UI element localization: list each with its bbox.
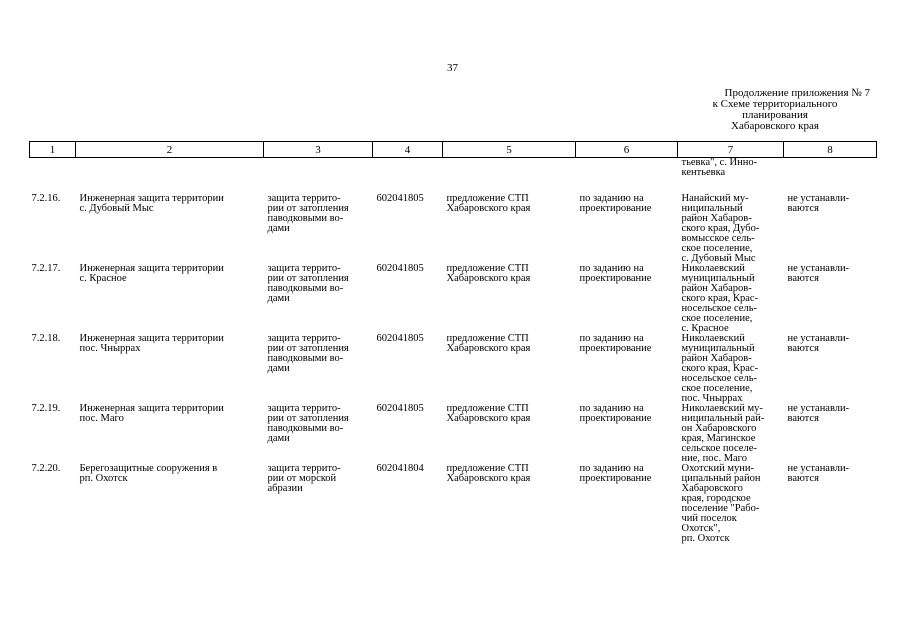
cell-line: рии от затопления (267, 273, 349, 284)
cell-line: проектирование (579, 343, 652, 354)
location-cell (678, 264, 784, 334)
cell-line: с. Дубовый Мыс (79, 203, 154, 214)
zone-cell (784, 194, 877, 264)
cell-line: предложение СТП (446, 193, 529, 204)
cell-line: поселение "Рабо- (681, 503, 760, 514)
cell-line: предложение СТП (446, 403, 529, 414)
appendix-heading-line: планирования (742, 109, 808, 121)
location-cell (678, 194, 784, 264)
cell-line: рии от морской (267, 473, 337, 484)
stage-cell (576, 464, 678, 544)
cell-line: ваются (787, 273, 819, 284)
cell-line: по заданию на (579, 193, 644, 204)
table-row (30, 464, 877, 544)
purpose-cell (264, 264, 373, 334)
cell-line: Хабаровского края (446, 473, 531, 484)
zone-cell (784, 334, 877, 404)
table-row (30, 194, 877, 264)
cell-line: сельское поселе- (681, 443, 757, 454)
cell-line: вомысское сель- (681, 233, 755, 244)
cell-line: муниципальный (681, 343, 755, 354)
appendix-heading-line: Продолжение приложения № 7 (724, 87, 870, 99)
location-cell (678, 334, 784, 404)
cell-line: Инженерная защита территории (79, 263, 224, 274)
cell-line: дами (267, 223, 290, 234)
cell-line: рии от затопления (267, 343, 349, 354)
cell-line: чий поселок (681, 513, 737, 524)
row-number-cell: 7.2.18. (31, 333, 61, 344)
table-row (30, 264, 877, 334)
zone-cell (784, 264, 877, 334)
cell-line: проектирование (579, 203, 652, 214)
column-header: 7 (678, 142, 784, 158)
table-row (30, 404, 877, 464)
carryover-row (30, 158, 877, 195)
cell-line: Хабаровского края (446, 203, 531, 214)
row-number-cell: 7.2.20. (31, 463, 61, 474)
cell-line: с. Красное (681, 323, 729, 334)
cell-line: не устанавли- (787, 403, 850, 414)
cell-line: ваются (787, 473, 819, 484)
stage-cell (576, 404, 678, 464)
column-header: 4 (373, 142, 443, 158)
row-number-cell: 7.2.16. (31, 193, 61, 204)
cell-line: Хабаровского края (446, 273, 531, 284)
cell-line: защита террито- (267, 193, 341, 204)
cell-line: предложение СТП (446, 463, 529, 474)
cell-line: по заданию на (579, 333, 644, 344)
cell-line: ское поселение, (681, 243, 753, 254)
cell-line: ского края, Крас- (681, 293, 759, 304)
type-code-cell: 602041805 (376, 263, 424, 274)
cell-line: с. Дубовый Мыс (681, 253, 756, 264)
cell-line: паводковыми во- (267, 423, 344, 434)
column-header: 2 (76, 142, 264, 158)
cell-line: паводковыми во- (267, 283, 344, 294)
purpose-cell (264, 334, 373, 404)
cell-line: абразии (267, 483, 303, 494)
cell-line: Хабаровского края (446, 343, 531, 354)
cell-line: район Хабаров- (681, 283, 752, 294)
appendix-heading-line: к Схеме территориального (712, 98, 838, 110)
cell-line: пос. Маго (79, 413, 124, 424)
cell-line: район Хабаров- (681, 213, 752, 224)
type-code-cell: 602041804 (376, 463, 424, 474)
cell-line: по заданию на (579, 463, 644, 474)
cell-line: Нанайский му- (681, 193, 749, 204)
cell-line: носельское сель- (681, 373, 757, 384)
cell-line: не устанавли- (787, 263, 850, 274)
cell-line: Николаевский му- (681, 403, 763, 414)
table-row (30, 334, 877, 404)
column-header: 8 (784, 142, 877, 158)
cell-line: проектирование (579, 413, 652, 424)
row-number-cell: 7.2.19. (31, 403, 61, 414)
cell-line: края, Магинское (681, 433, 756, 444)
cell-line: ское поселение, (681, 383, 753, 394)
cell-line: Берегозащитные сооружения в (79, 463, 218, 474)
cell-line: защита террито- (267, 263, 341, 274)
cell-line: ваются (787, 343, 819, 354)
cell-line: паводковыми во- (267, 353, 344, 364)
cell-line: ского края, Крас- (681, 363, 759, 374)
cell-line: Николаевский (681, 263, 745, 274)
cell-line: рп. Охотск (681, 533, 730, 544)
basis-cell (443, 464, 576, 544)
row-number-cell: 7.2.17. (31, 263, 61, 274)
cell-line: паводковыми во- (267, 213, 344, 224)
cell-line: ципальный район (681, 473, 761, 484)
location-cell (678, 464, 784, 544)
stage-cell (576, 334, 678, 404)
cell-line: муниципальный (681, 273, 755, 284)
cell-line: ваются (787, 203, 819, 214)
cell-line: ниципальный (681, 203, 743, 214)
stage-cell (576, 194, 678, 264)
appendix-heading (680, 88, 870, 132)
objects-table (29, 141, 877, 544)
cell-line: район Хабаров- (681, 353, 752, 364)
cell-line: проектирование (579, 273, 652, 284)
cell-line: Хабаровского края (446, 413, 531, 424)
cell-line: пос. Чныррах (681, 393, 743, 404)
cell-line: не устанавли- (787, 333, 850, 344)
purpose-cell (264, 194, 373, 264)
object-name-cell (76, 334, 264, 404)
cell-line: защита террито- (267, 463, 341, 474)
cell-line: Инженерная защита территории (79, 333, 224, 344)
appendix-heading-line: Хабаровского края (731, 120, 819, 132)
cell-line: Инженерная защита территории (79, 403, 224, 414)
basis-cell (443, 264, 576, 334)
cell-line: он Хабаровского (681, 423, 757, 434)
cell-line: предложение СТП (446, 333, 529, 344)
cell-line: Охотск", (681, 523, 721, 534)
column-header: 6 (576, 142, 678, 158)
cell-line: по заданию на (579, 263, 644, 274)
cell-line: ваются (787, 413, 819, 424)
object-name-cell (76, 464, 264, 544)
zone-cell (784, 464, 877, 544)
cell-line: дами (267, 433, 290, 444)
cell-line: пос. Чныррах (79, 343, 141, 354)
location-cell (678, 404, 784, 464)
cell-line: Охотский муни- (681, 463, 755, 474)
cell-line: Инженерная защита территории (79, 193, 224, 204)
basis-cell (443, 404, 576, 464)
cell-line: с. Красное (79, 273, 127, 284)
object-name-cell (76, 194, 264, 264)
cell-line: Хабаровского (681, 483, 743, 494)
cell-line: края, городское (681, 493, 751, 504)
zone-cell (784, 404, 877, 464)
column-header-row (30, 142, 877, 158)
cell-line: носельское сель- (681, 303, 757, 314)
cell-line: предложение СТП (446, 263, 529, 274)
column-header: 5 (443, 142, 576, 158)
basis-cell (443, 334, 576, 404)
type-code-cell: 602041805 (376, 403, 424, 414)
type-code-cell: 602041805 (376, 193, 424, 204)
stage-cell (576, 264, 678, 334)
cell-line: не устанавли- (787, 463, 850, 474)
cell-line: защита террито- (267, 403, 341, 414)
basis-cell (443, 194, 576, 264)
cell-line: дами (267, 293, 290, 304)
object-name-cell (76, 404, 264, 464)
page-number: 37 (447, 62, 458, 74)
column-header: 3 (264, 142, 373, 158)
cell-line: ние, пос. Маго (681, 453, 747, 464)
cell-line: проектирование (579, 473, 652, 484)
cell-line: рп. Охотск (79, 473, 128, 484)
cell-line: по заданию на (579, 403, 644, 414)
cell-line: ского края, Дубо- (681, 223, 760, 234)
carryover-location-cell (678, 158, 784, 195)
purpose-cell (264, 404, 373, 464)
cell-line: не устанавли- (787, 193, 850, 204)
cell-line: рии от затопления (267, 203, 349, 214)
object-name-cell (76, 264, 264, 334)
cell-line: кентьевка (681, 167, 726, 178)
cell-line: ское поселение, (681, 313, 753, 324)
cell-line: рии от затопления (267, 413, 349, 424)
cell-line: защита террито- (267, 333, 341, 344)
cell-line: Николаевский (681, 333, 745, 344)
cell-line: дами (267, 363, 290, 374)
column-header: 1 (30, 142, 76, 158)
cell-line: ниципальный рай- (681, 413, 765, 424)
cell-line: тьевка", с. Инно- (681, 157, 758, 168)
purpose-cell (264, 464, 373, 544)
type-code-cell: 602041805 (376, 333, 424, 344)
